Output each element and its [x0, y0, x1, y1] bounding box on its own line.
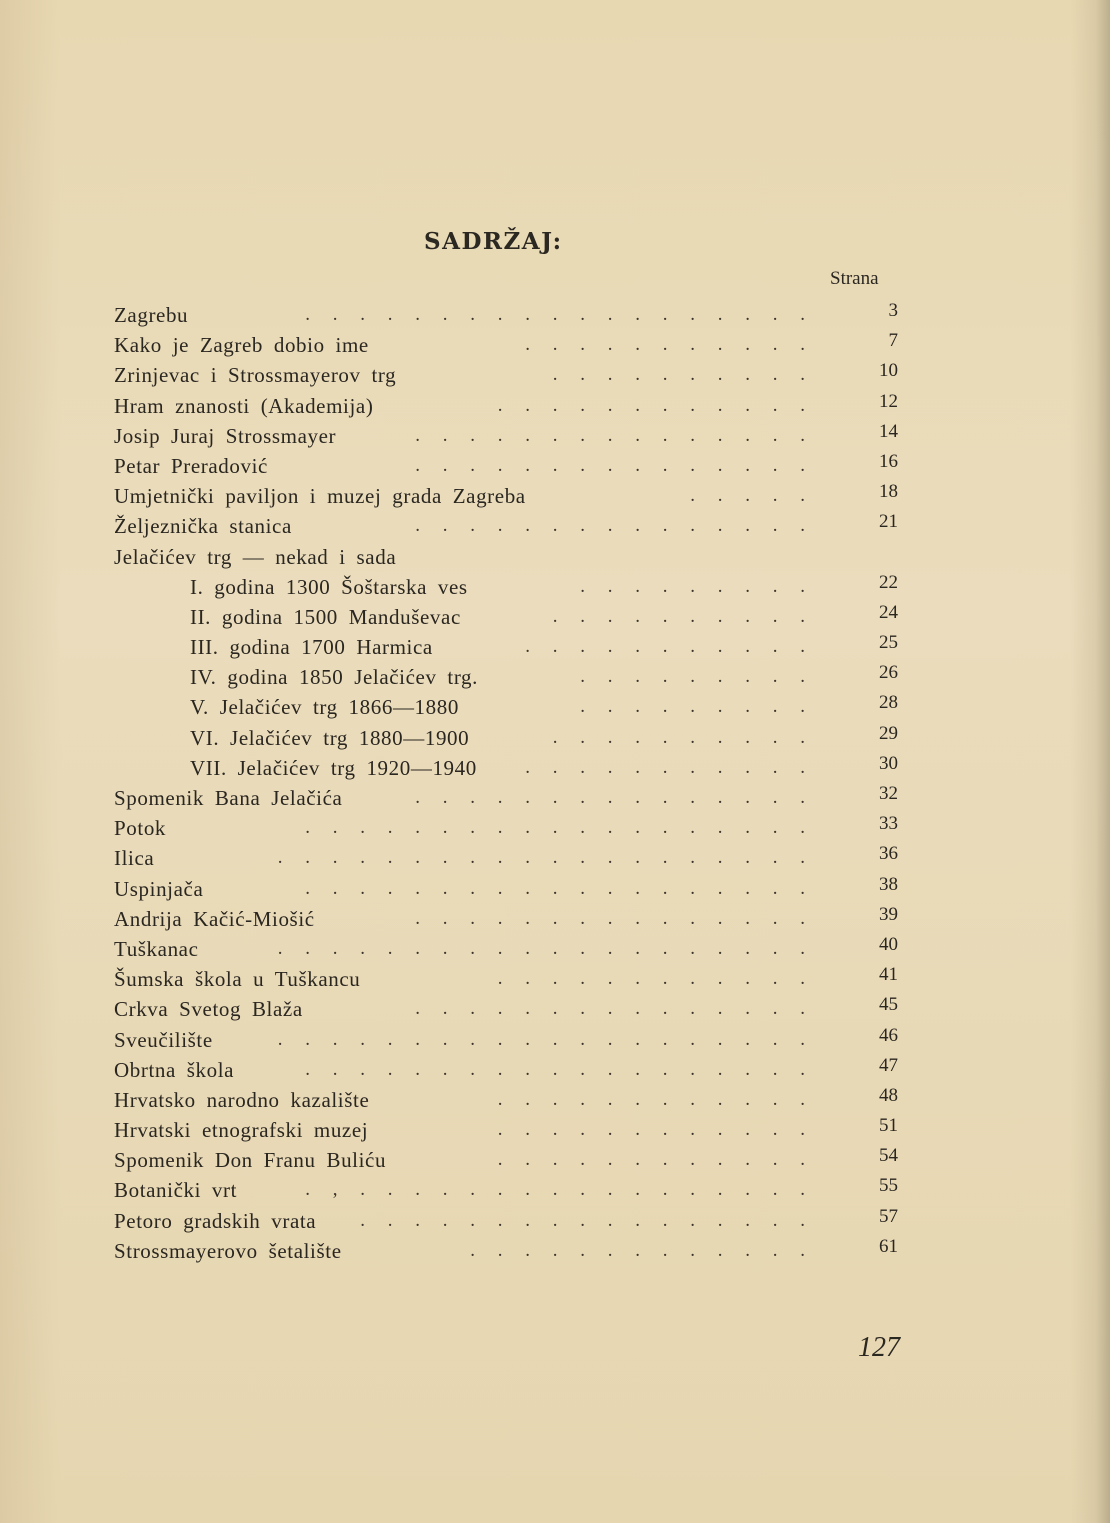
toc-entry-page: 45	[879, 994, 898, 1016]
toc-entry-title: Strossmayerovo šetalište	[114, 1238, 342, 1263]
toc-entry-title: Petar Preradović	[114, 453, 268, 478]
toc-entry-page: 26	[879, 662, 898, 684]
page-title: SADRŽAJ:	[424, 228, 563, 255]
toc-entry-title: III. godina 1700 Harmica	[190, 635, 433, 660]
dot-leaders: . . . . . . . . . .	[552, 364, 814, 386]
toc-entry-page: 55	[879, 1175, 898, 1197]
toc-entry-page: 3	[888, 300, 898, 321]
toc-entry-page: 38	[879, 873, 898, 895]
dot-leaders: . . . . .	[690, 485, 814, 507]
dot-leaders: . . . . . . . . . . . . . . . . . . . .	[277, 847, 814, 869]
dot-leaders: . . . . . . . . . . . . . . . . . . . .	[277, 1028, 814, 1050]
toc-entry-title: Umjetnički paviljon i muzej grada Zagreba	[114, 484, 526, 509]
dot-leaders: . . . . . . . . .	[580, 666, 814, 688]
dot-leaders: . . . . . . . . . . . . . . .	[415, 787, 814, 808]
toc-entry	[114, 1025, 914, 1055]
dot-leaders: . . . . . . . . . . . .	[497, 1149, 814, 1171]
toc-entry	[114, 300, 914, 330]
toc-entry-page: 51	[879, 1115, 898, 1137]
toc-entry-page: 22	[879, 571, 898, 593]
toc-entry-title: II. godina 1500 Manduševac	[190, 604, 461, 629]
toc-entry-title: Hram znanosti (Akademija)	[114, 393, 374, 418]
toc-entry	[114, 783, 914, 813]
toc-entry	[114, 723, 914, 753]
toc-entry	[114, 481, 914, 511]
table-of-contents	[114, 300, 914, 1266]
toc-entry-title: Andrija Kačić-Miošić	[114, 906, 315, 931]
dot-leaders: . , . . . . . . . . . . . . . . . . .	[305, 1179, 814, 1201]
toc-entry	[114, 391, 914, 421]
dot-leaders: . . . . . . . . .	[580, 696, 814, 718]
page-number: 127	[858, 1332, 900, 1363]
toc-entry-title: Šumska škola u Tuškancu	[114, 967, 361, 992]
toc-entry-page: 36	[879, 843, 898, 865]
toc-entry-page: 16	[879, 450, 898, 472]
toc-entry	[114, 904, 914, 934]
dot-leaders: . . . . . . . . . . . . . . . . . . .	[305, 877, 814, 899]
toc-entry-page: 41	[879, 964, 898, 986]
dot-leaders: . . . . . . . . . . .	[525, 756, 814, 778]
toc-entry-title: Ilica	[114, 846, 155, 871]
toc-entry-page: 29	[879, 722, 898, 744]
dot-leaders: . . . . . . . . . . . . . . . . . . .	[305, 304, 814, 325]
toc-entry	[114, 1236, 914, 1266]
toc-entry-page: 57	[879, 1205, 898, 1227]
toc-entry-title: VII. Jelačićev trg 1920—1940	[190, 755, 477, 780]
toc-entry	[114, 753, 914, 783]
toc-entry-page: 61	[879, 1235, 898, 1257]
toc-entry-title: Sveučilište	[114, 1027, 213, 1052]
dot-leaders: . . . . . . . . . . . . . . .	[415, 424, 814, 446]
toc-entry-title: Zrinjevac i Strossmayerov trg	[114, 363, 397, 388]
toc-entry	[114, 1055, 914, 1085]
toc-entry-page: 18	[879, 481, 898, 503]
dot-leaders: . . . . . . . . . . . .	[497, 1088, 814, 1110]
toc-entry	[114, 1115, 914, 1145]
toc-entry-title: I. godina 1300 Šoštarska ves	[190, 574, 468, 599]
toc-entry-page: 25	[879, 632, 898, 654]
toc-entry-page: 48	[879, 1084, 898, 1106]
toc-entry-page: 10	[879, 360, 898, 382]
toc-entry	[114, 330, 914, 360]
toc-entry-title: Crkva Svetog Blaža	[114, 997, 303, 1022]
toc-entry-page: 7	[888, 330, 898, 352]
toc-entry-title: Uspinjača	[114, 876, 204, 901]
toc-entry-title: Hrvatski etnografski muzej	[114, 1118, 369, 1143]
toc-entry	[114, 360, 914, 390]
dot-leaders: . . . . . . . . . .	[552, 605, 814, 627]
toc-entry	[114, 934, 914, 964]
dot-leaders: . . . . . . . . . . .	[525, 636, 814, 658]
dot-leaders: . . . . . . . . . . . . . . .	[415, 515, 814, 537]
dot-leaders: . . . . . . . . . . .	[525, 334, 814, 356]
toc-entry-title: Botanički vrt	[114, 1178, 238, 1203]
toc-entry-page: 12	[879, 390, 898, 412]
dot-leaders: . . . . . . . . . . . . . . . . .	[360, 1209, 814, 1231]
dot-leaders: . . . . . . . . . . . . . . .	[415, 998, 814, 1020]
toc-entry-title: Zagrebu	[114, 303, 189, 327]
dot-leaders: . . . . . . . . . . . .	[497, 394, 814, 416]
dot-leaders: . . . . . . . . . .	[552, 726, 814, 748]
toc-entry	[114, 813, 914, 843]
toc-entry	[114, 632, 914, 662]
dot-leaders: . . . . . . . . . . . . . . . . . . .	[305, 1058, 814, 1080]
toc-entry	[114, 994, 914, 1024]
toc-entry	[114, 874, 914, 904]
toc-entry	[114, 451, 914, 481]
toc-entry-title: Obrtna škola	[114, 1057, 235, 1082]
toc-entry-title: Potok	[114, 816, 167, 841]
toc-entry-page: 40	[879, 933, 898, 955]
toc-entry-title: IV. godina 1850 Jelačićev trg.	[190, 665, 479, 690]
toc-entry	[114, 1145, 914, 1175]
toc-entry	[114, 602, 914, 632]
toc-entry	[114, 964, 914, 994]
toc-entry	[114, 511, 914, 541]
dot-leaders: . . . . . . . . . . . . . . .	[415, 907, 814, 929]
toc-entry-page: 28	[879, 692, 898, 714]
toc-entry	[114, 843, 914, 873]
toc-entry-page: 14	[879, 420, 898, 442]
page-column-header: Strana	[830, 268, 879, 289]
toc-entry-title: Josip Juraj Strossmayer	[114, 423, 337, 448]
toc-entry	[114, 572, 914, 602]
toc-entry-page: 39	[879, 903, 898, 925]
toc-entry	[114, 1206, 914, 1236]
toc-entry-title: Jelačićev trg — nekad i sada	[114, 544, 397, 569]
toc-entry-title: Spomenik Bana Jelačića	[114, 786, 343, 810]
toc-entry	[114, 542, 914, 572]
toc-entry-page: 30	[879, 752, 898, 774]
toc-entry-title: VI. Jelačićev trg 1880—1900	[190, 725, 470, 750]
dot-leaders: . . . . . . . . . . . . .	[470, 1239, 814, 1261]
toc-entry-title: Željeznička stanica	[114, 514, 292, 539]
toc-entry-page: 33	[879, 813, 898, 835]
toc-entry-title: Kako je Zagreb dobio ime	[114, 333, 369, 358]
toc-entry-title: V. Jelačićev trg 1866—1880	[190, 695, 459, 720]
dot-leaders: . . . . . . . . . . . .	[497, 968, 814, 990]
toc-entry-page: 24	[879, 601, 898, 623]
dot-leaders: . . . . . . . . . . . . . . . . . . .	[305, 817, 814, 839]
toc-entry-title: Spomenik Don Franu Buliću	[114, 1148, 387, 1173]
dot-leaders: . . . . . . . . . . . . . . . . . . . .	[277, 937, 814, 959]
toc-entry-title: Hrvatsko narodno kazalište	[114, 1087, 370, 1112]
toc-entry	[114, 421, 914, 451]
toc-entry-page: 32	[879, 783, 898, 804]
toc-entry-page: 21	[879, 511, 898, 533]
toc-entry	[114, 1085, 914, 1115]
toc-entry-page: 54	[879, 1145, 898, 1167]
toc-entry-page: 46	[879, 1024, 898, 1046]
toc-entry-title: Tuškanac	[114, 936, 199, 961]
toc-entry	[114, 662, 914, 692]
toc-entry	[114, 692, 914, 722]
dot-leaders: . . . . . . . . . . . .	[497, 1119, 814, 1141]
toc-entry-title: Petoro gradskih vrata	[114, 1208, 317, 1233]
toc-entry	[114, 1175, 914, 1205]
dot-leaders: . . . . . . . . . . . . . . .	[415, 454, 814, 476]
dot-leaders: . . . . . . . . .	[580, 575, 814, 597]
toc-entry-page: 47	[879, 1054, 898, 1076]
